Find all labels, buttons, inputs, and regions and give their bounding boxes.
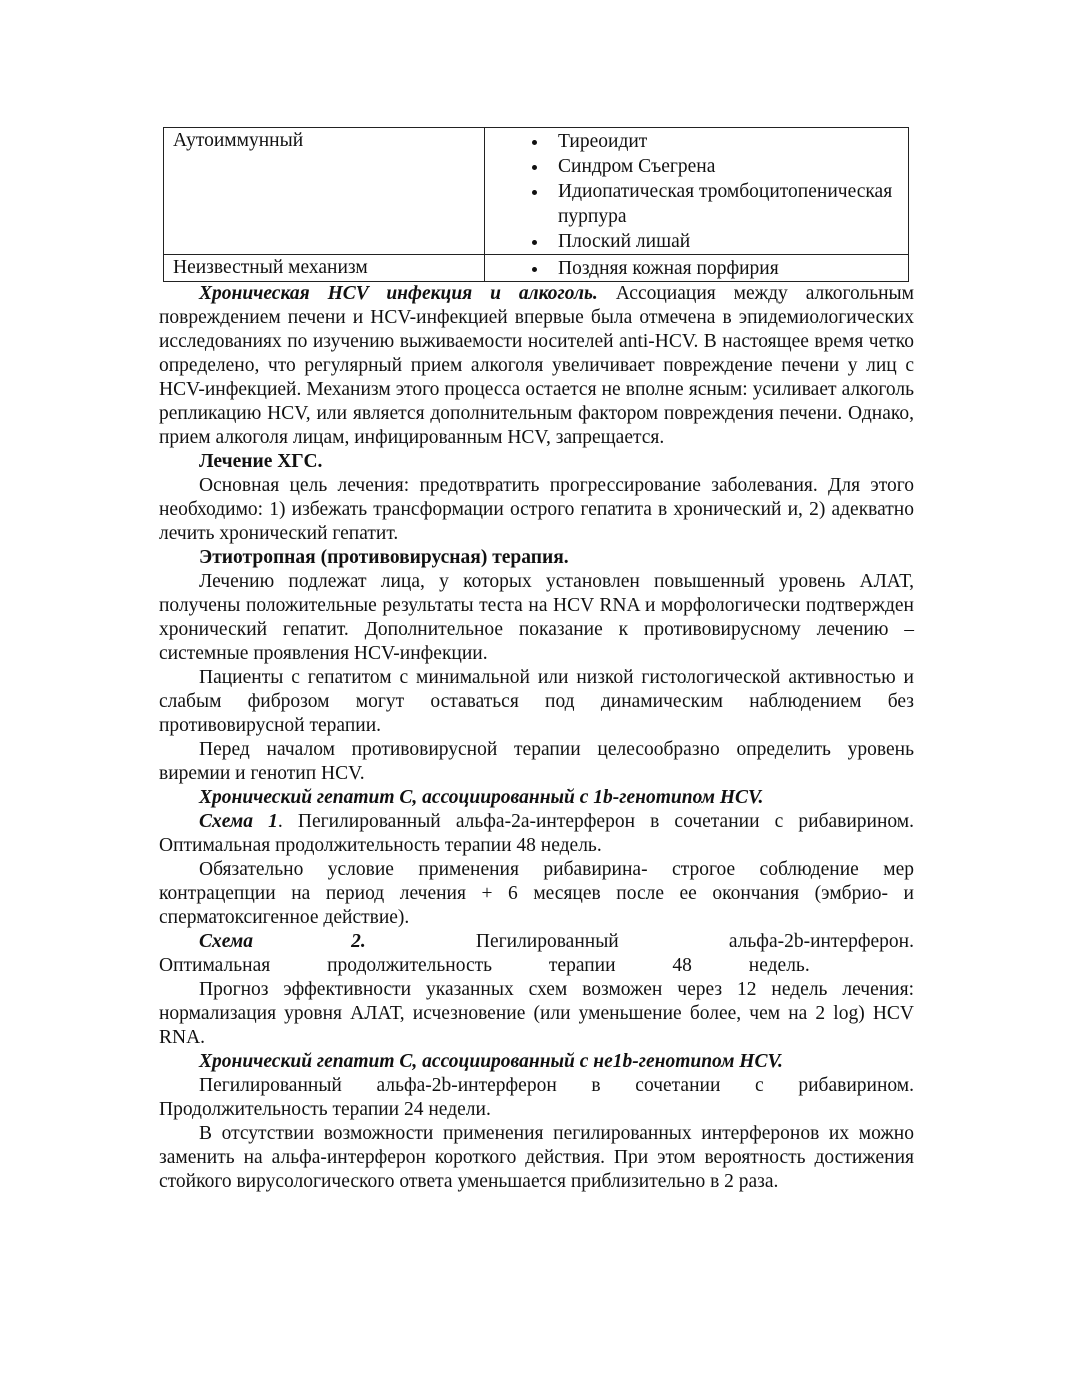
bullet-list [485, 128, 900, 254]
etiotropic-heading: Этиотропная (противовирусная) терапия. [199, 547, 569, 568]
list-item: Плоский лишай [485, 229, 900, 254]
bullet-list [485, 255, 900, 281]
ribavirin-condition-paragraph: Обязательно условие применения рибавирина- строгое соблюдение мер контрацепции на период лечения + 6 месяцев после ее окончания (эмбрио- и сперматоксигенное действие). [159, 859, 914, 928]
table-row [164, 255, 909, 282]
genotype-non1b-heading: Хронический гепатит С, ассоциированный с не1b-генотипом HCV. [199, 1051, 783, 1072]
table-cell-conditions [485, 128, 909, 255]
genotype-1b-heading: Хронический гепатит С, ассоциированный с 1b-генотипом HCV. [199, 787, 764, 808]
alcohol-title: Хроническая HCV инфекция и алкоголь. [199, 283, 598, 304]
observation-paragraph: Пациенты с гепатитом с минимальной или низкой гистологической активностью и слабым фиброзом могут оставаться под динамическим наблюдением без противовирусной терапии. [159, 667, 914, 736]
table-cell-mechanism: Аутоиммунный [164, 128, 485, 255]
schema-2-paragraph [159, 930, 914, 978]
list-item: Поздняя кожная порфирия [485, 256, 900, 281]
body-text [159, 282, 914, 1194]
alcohol-text: Ассоциация между алкогольным повреждением печени и HCV-инфекцией впервые была отмечена в эпидемиологических исследованиях по изучению выживаемости носителей anti-HCV. В настоящее время четко определено, что регулярный прием алкоголя увеличивает повреждение печени у лиц с HCV-инфекцией. Механизм этого процесса остается не вполне ясным: усиливает алкоголь репликацию HCV, или является дополнительным фактором повреждения печени. Однако, прием алкоголя лицам, инфицированным HCV, запрещается. [159, 283, 914, 448]
list-item: Идиопатическая тромбоцитопеническая пурпура [485, 179, 900, 229]
table-cell-mechanism: Неизвестный механизм [164, 255, 485, 282]
indications-paragraph: Лечению подлежат лица, у которых установлен повышенный уровень АЛАТ, получены положительные результаты теста на HCV RNA и морфологически подтвержден хронический гепатит. Дополнительное показание к противовирусному лечению – системные проявления HCV-инфекции. [159, 571, 914, 664]
schema-1-text: . Пегилированный альфа-2а-интерферон в сочетании с рибавирином. Оптимальная продолжительность терапии 48 недель. [159, 811, 914, 856]
alternative-therapy-paragraph: В отсутствии возможности применения пегилированных интерферонов их можно заменить на альфа-интерферон короткого действия. При этом вероятность достижения стойкого вирусологического ответа уменьшается приблизительно в 2 раза. [159, 1123, 914, 1192]
table-row [164, 128, 909, 255]
schema-2-label: Схема 2. [199, 931, 366, 952]
treatment-heading: Лечение ХГС. [199, 451, 323, 472]
treatment-paragraph: Основная цель лечения: предотвратить прогрессирование заболевания. Для этого необходимо: 1) избежать трансформации острого гепатита в хронический и, 2) адекватно лечить хронический гепатит. [159, 475, 914, 544]
list-item: Синдром Съегрена [485, 154, 900, 179]
list-item: Тиреоидит [485, 129, 900, 154]
mechanism-table [163, 127, 909, 282]
schema-1-label: Схема 1 [199, 811, 278, 832]
prognosis-paragraph: Прогноз эффективности указанных схем возможен через 12 недель лечения: нормализация уровня АЛАТ, исчезновение (или уменьшение более, чем на 2 log) HCV RNA. [159, 979, 914, 1048]
alcohol-paragraph [159, 282, 914, 450]
non1b-therapy-paragraph: Пегилированный альфа-2b-интерферон в сочетании с рибавирином. Продолжительность терапии 24 недели. [159, 1075, 914, 1120]
schema-1-paragraph [159, 810, 914, 858]
table-cell-conditions [485, 255, 909, 282]
viremia-paragraph: Перед началом противовирусной терапии целесообразно определить уровень виремии и генотип HCV. [159, 739, 914, 784]
schema-2-text: Пегилированный альфа-2b-интерферон. Оптимальная продолжительность терапии 48 недель. [159, 931, 914, 976]
